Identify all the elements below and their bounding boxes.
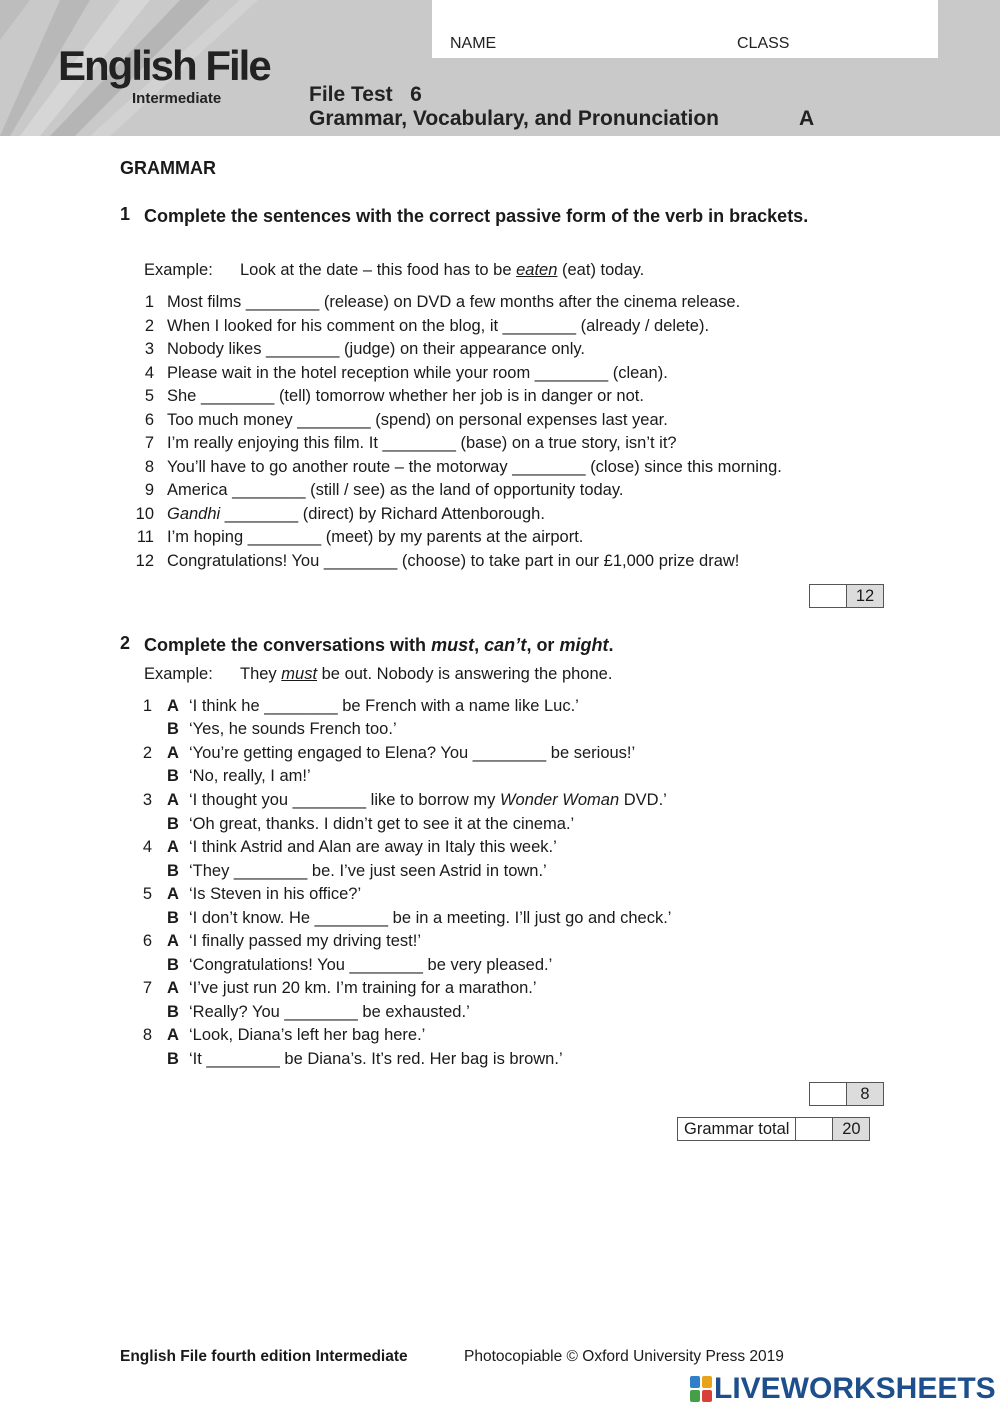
conversation-line xyxy=(120,862,547,881)
line-text: ‘Congratulations! You ________ be very pleased.’ xyxy=(189,956,553,974)
exercise-1-item xyxy=(120,293,740,312)
speaker: A xyxy=(167,1026,179,1044)
word-cant: can’t xyxy=(484,635,527,655)
word-must: must xyxy=(431,635,475,655)
exercise-1-example xyxy=(144,261,644,280)
example-text-before: Look at the date – this food has to be xyxy=(240,261,517,279)
item-number: 12 xyxy=(135,552,154,570)
item-number: 7 xyxy=(144,434,154,452)
conversation-line xyxy=(120,1050,563,1069)
speaker: B xyxy=(167,956,179,974)
example-label: Example: xyxy=(144,665,213,683)
item-text: Most films ________ (release) on DVD a few months after the cinema release. xyxy=(167,293,741,311)
exercise-1-item xyxy=(120,481,623,500)
name-field-label: NAME xyxy=(450,35,497,52)
line-text: ‘They ________ be. I’ve just seen Astrid in town.’ xyxy=(189,862,547,880)
speaker: A xyxy=(167,791,179,809)
line-text-after: DVD.’ xyxy=(619,791,667,809)
example-answer: eaten xyxy=(516,261,558,279)
exercise-2-score-box xyxy=(809,1082,884,1106)
test-title: File Test 6 xyxy=(309,83,422,106)
item-text: She ________ (tell) tomorrow whether her job is in danger or not. xyxy=(167,387,644,405)
item-text: You’ll have to go another route – the motorway ________ (close) since this morning. xyxy=(167,458,782,476)
conversation-line xyxy=(120,979,537,998)
exercise-1-item xyxy=(120,364,668,383)
exercise-1-number: 1 xyxy=(120,204,131,224)
conversation-line xyxy=(120,720,397,739)
item-number: 9 xyxy=(144,481,154,499)
exercise-1-item xyxy=(120,387,644,406)
exercise-1-item xyxy=(120,434,677,453)
item-number: 5 xyxy=(142,885,152,903)
separator: , or xyxy=(526,635,560,655)
conversation-line xyxy=(120,1026,425,1045)
speaker: A xyxy=(167,697,179,715)
name-class-box xyxy=(432,0,938,58)
liveworksheets-icon xyxy=(690,1374,714,1404)
example-text-before: They xyxy=(240,665,282,683)
item-number: 1 xyxy=(144,293,154,311)
item-text: Too much money ________ (spend) on personal expenses last year. xyxy=(167,411,668,429)
line-text: ‘It ________ be Diana’s. It’s red. Her bag is brown.’ xyxy=(189,1050,563,1068)
exercise-1-item xyxy=(120,528,583,547)
test-version: A xyxy=(799,107,815,130)
item-number: 1 xyxy=(142,697,152,715)
item-number: 8 xyxy=(144,458,154,476)
speaker: A xyxy=(167,838,179,856)
exercise-1-instruction: Complete the sentences with the correct passive form of the verb in brackets. xyxy=(144,206,809,226)
item-text: ________ (direct) by Richard Attenborough. xyxy=(220,505,545,523)
grammar-total-label: Grammar total xyxy=(678,1118,796,1140)
item-number: 7 xyxy=(142,979,152,997)
conversation-line xyxy=(120,932,421,951)
conversation-line xyxy=(120,885,361,904)
speaker: B xyxy=(167,720,179,738)
line-title: Wonder Woman xyxy=(499,791,620,809)
item-number: 3 xyxy=(144,340,154,358)
instruction-text: Complete the conversations with xyxy=(144,635,432,655)
exercise-2-number: 2 xyxy=(120,633,131,653)
item-number: 3 xyxy=(142,791,152,809)
exercise-1-item xyxy=(120,505,545,524)
line-text: ‘I’ve just run 20 km. I’m training for a marathon.’ xyxy=(189,979,537,997)
exercise-2-example xyxy=(144,665,612,684)
item-number: 4 xyxy=(142,838,152,856)
item-number: 8 xyxy=(142,1026,152,1044)
item-text: I’m hoping ________ (meet) by my parents at the airport. xyxy=(167,528,584,546)
speaker: B xyxy=(167,1050,179,1068)
line-text: ‘You’re getting engaged to Elena? You ________ be serious!’ xyxy=(189,744,636,762)
line-text: ‘No, really, I am!’ xyxy=(189,767,311,785)
line-text: ‘I don’t know. He ________ be in a meeting. I’ll just go and check.’ xyxy=(189,909,672,927)
example-text-after: be out. Nobody is answering the phone. xyxy=(317,665,613,683)
item-text: When I looked for his comment on the blog, it ________ (already / delete). xyxy=(167,317,710,335)
speaker: B xyxy=(167,767,179,785)
conversation-line xyxy=(120,956,552,975)
speaker: B xyxy=(167,1003,179,1021)
speaker: B xyxy=(167,909,179,927)
item-number: 2 xyxy=(142,744,152,762)
conversation-line xyxy=(120,815,574,834)
footer-copyright: Photocopiable © Oxford University Press 2019 xyxy=(464,1348,784,1365)
item-number: 4 xyxy=(144,364,154,382)
conversation-line xyxy=(120,744,635,763)
speaker: A xyxy=(167,932,179,950)
item-text: Congratulations! You ________ (choose) to take part in our £1,000 prize draw! xyxy=(167,552,740,570)
logo-title: English File xyxy=(58,42,270,89)
brand-text: LIVEWORKSHEETS xyxy=(714,1372,996,1405)
speaker: B xyxy=(167,815,179,833)
exercise-1-item xyxy=(120,411,668,430)
conversation-line xyxy=(120,767,311,786)
item-text: America ________ (still / see) as the land of opportunity today. xyxy=(167,481,624,499)
score-max: 20 xyxy=(833,1118,869,1140)
item-text: Nobody likes ________ (judge) on their appearance only. xyxy=(167,340,585,358)
item-number: 6 xyxy=(142,932,152,950)
exercise-1-score-box xyxy=(809,584,884,608)
score-max: 12 xyxy=(847,585,883,607)
section-title: GRAMMAR xyxy=(120,158,216,178)
item-number: 10 xyxy=(135,505,154,523)
liveworksheets-logo xyxy=(690,1372,996,1406)
item-text: I’m really enjoying this film. It ________ (base) on a true story, isn’t it? xyxy=(167,434,677,452)
exercise-1-item xyxy=(120,317,709,336)
conversation-line xyxy=(120,838,557,857)
conversation-line xyxy=(120,791,667,810)
speaker: B xyxy=(167,862,179,880)
speaker: A xyxy=(167,885,179,903)
score-entry-field[interactable] xyxy=(810,585,847,607)
line-text: ‘I finally passed my driving test!’ xyxy=(189,932,422,950)
line-text: ‘Yes, he sounds French too.’ xyxy=(189,720,397,738)
word-might: might xyxy=(559,635,609,655)
conversation-line xyxy=(120,1003,470,1022)
conversation-line xyxy=(120,697,579,716)
score-max: 8 xyxy=(847,1083,883,1105)
score-entry-field[interactable] xyxy=(796,1118,833,1140)
item-title: Gandhi xyxy=(167,505,221,523)
line-text: ‘Really? You ________ be exhausted.’ xyxy=(189,1003,470,1021)
line-text: ‘I think Astrid and Alan are away in Italy this week.’ xyxy=(189,838,557,856)
exercise-2-instruction xyxy=(144,633,844,657)
speaker: A xyxy=(167,744,179,762)
item-number: 5 xyxy=(144,387,154,405)
line-text: ‘I think he ________ be French with a name like Luc.’ xyxy=(189,697,579,715)
item-number: 6 xyxy=(144,411,154,429)
line-text: ‘Look, Diana’s left her bag here.’ xyxy=(189,1026,426,1044)
conversation-line xyxy=(120,909,671,928)
class-field-label: CLASS xyxy=(737,35,790,52)
test-subtitle: Grammar, Vocabulary, and Pronunciation xyxy=(309,107,719,130)
exercise-1-item xyxy=(120,552,739,571)
item-text: Please wait in the hotel reception while your room ________ (clean). xyxy=(167,364,668,382)
line-text: ‘Is Steven in his office?’ xyxy=(189,885,362,903)
item-number: 2 xyxy=(144,317,154,335)
example-answer: must xyxy=(281,665,318,683)
example-label: Example: xyxy=(144,261,213,279)
grammar-total-box xyxy=(677,1117,870,1141)
exercise-1-item xyxy=(120,458,782,477)
speaker: A xyxy=(167,979,179,997)
score-entry-field[interactable] xyxy=(810,1083,847,1105)
line-text: ‘I thought you ________ like to borrow my xyxy=(189,791,500,809)
example-text-after: (eat) today. xyxy=(557,261,645,279)
logo-subtitle: Intermediate xyxy=(132,90,222,107)
item-number: 11 xyxy=(136,528,154,546)
line-text: ‘Oh great, thanks. I didn’t get to see it at the cinema.’ xyxy=(189,815,575,833)
footer-edition: English File fourth edition Intermediate xyxy=(120,1348,408,1365)
exercise-1-item xyxy=(120,340,585,359)
instruction-end: . xyxy=(608,635,614,655)
separator: , xyxy=(474,635,485,655)
